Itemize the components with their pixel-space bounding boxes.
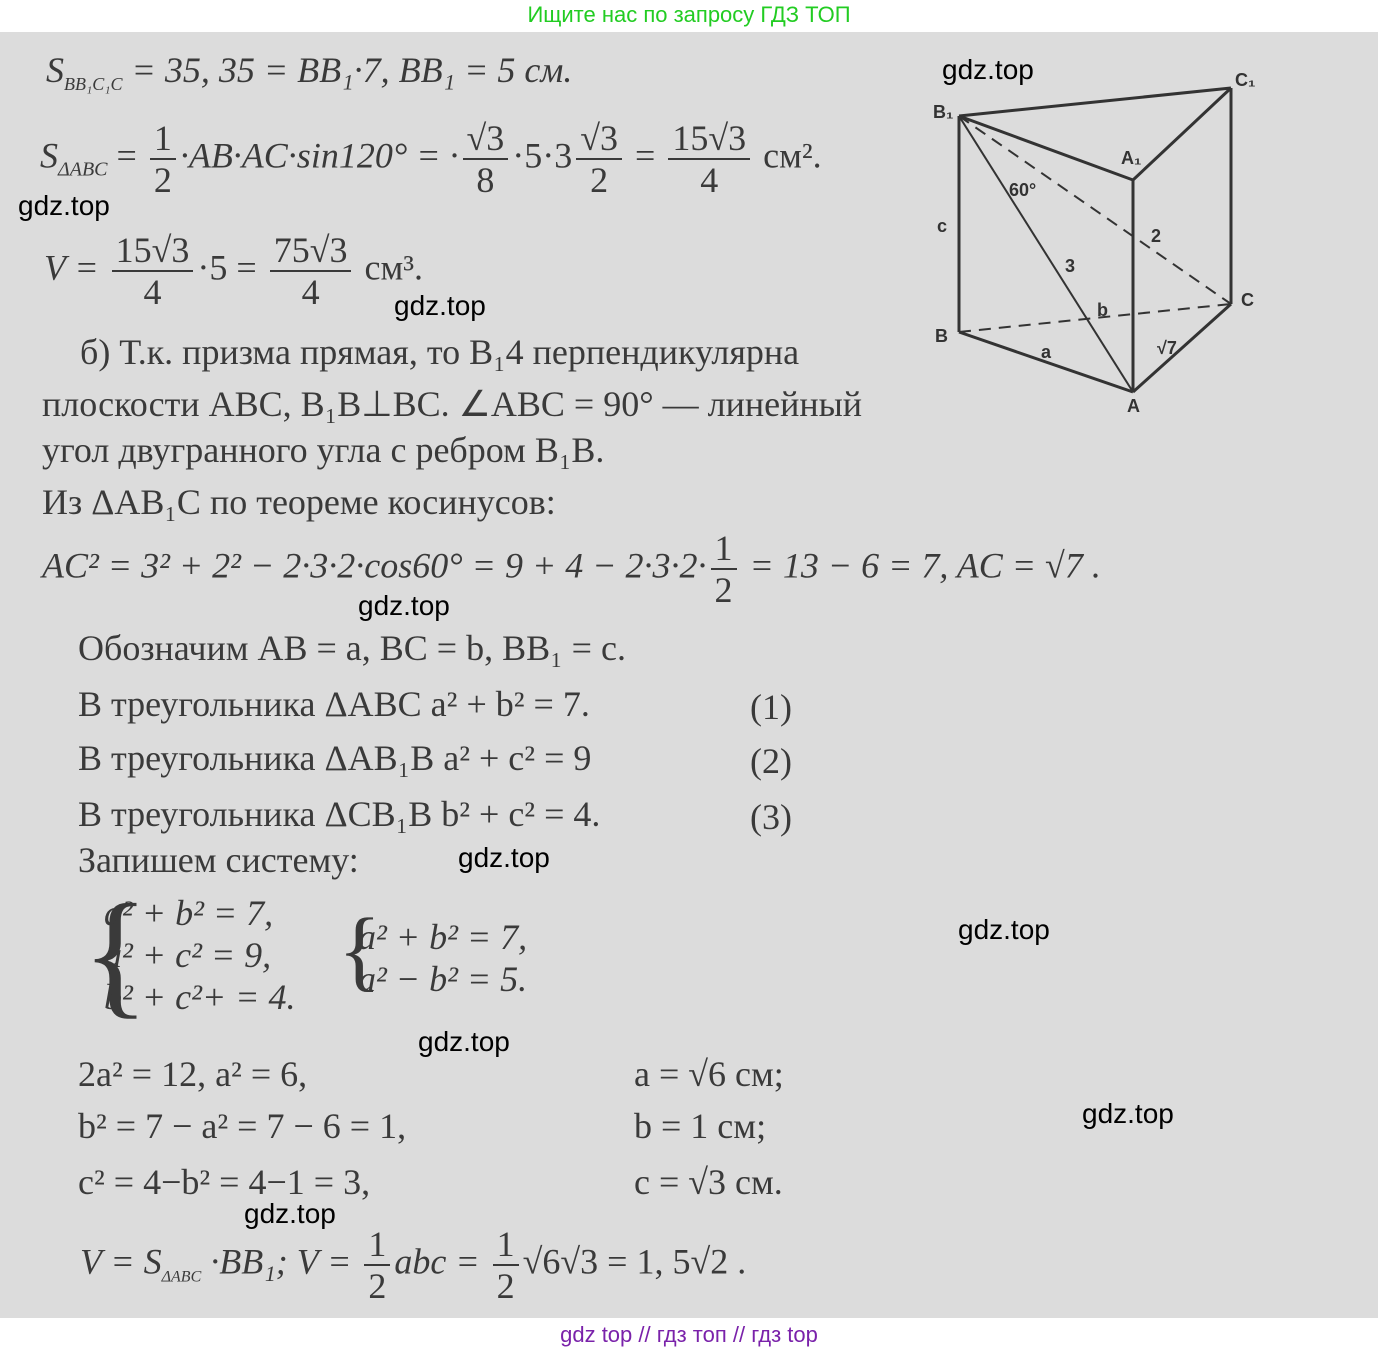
watermark: gdz.top <box>358 590 450 621</box>
label-b: b <box>1097 300 1108 320</box>
expression: ·AB·AC·sin120° = · <box>179 135 459 176</box>
expression: ·BB₁; V = <box>201 1241 361 1282</box>
fraction <box>112 232 194 310</box>
numerator: √3 <box>463 120 509 160</box>
label-3: 3 <box>1065 256 1076 276</box>
numerator: 15√3 <box>668 120 750 160</box>
fraction <box>463 120 509 198</box>
unit: см². <box>754 135 822 176</box>
label-c: c <box>937 216 948 236</box>
fraction <box>364 1226 390 1304</box>
expression: AC² = 3² + 2² − 2·3·2·cos60° = 9 + 4 − 2·3·2· <box>42 545 707 586</box>
denominator: 2 <box>590 160 609 200</box>
watermark: gdz.top <box>958 914 1050 945</box>
s-subscript: BB₁C₁C <box>64 74 123 95</box>
numerator: 1 <box>711 530 737 570</box>
top-banner: Ищите нас по запросу ГДЗ ТОП <box>527 2 851 27</box>
fraction <box>150 120 176 198</box>
system-equation: a² + b² = 7, <box>104 893 274 933</box>
numerator: 1 <box>150 120 176 160</box>
denominator: 2 <box>496 1266 515 1306</box>
equation-number: (1) <box>750 687 792 727</box>
equation-number: (2) <box>750 741 792 781</box>
numerator: 1 <box>493 1226 519 1266</box>
fraction <box>576 120 622 198</box>
result-line: b² = 7 − a² = 7 − 6 = 1, <box>78 1106 407 1146</box>
watermark: gdz.top <box>244 1198 336 1229</box>
equation-line: В треугольника ΔCB₁B b² + c² = 4. <box>78 794 601 834</box>
paragraph-line: б) Т.к. призма прямая, то B₁4 перпендикулярна <box>80 332 800 372</box>
numerator: 15√3 <box>112 232 194 272</box>
edge-A1-C1 <box>1133 88 1231 180</box>
watermark: gdz.top <box>418 1026 510 1057</box>
denominator: 4 <box>301 272 320 312</box>
equation-line: В треугольника ΔABC a² + b² = 7. <box>78 684 590 724</box>
equation-line: В треугольника ΔAB₁B a² + c² = 9 <box>78 738 592 778</box>
s-symbol: S <box>46 50 64 90</box>
edge-B1-A1 <box>959 116 1133 180</box>
expression: abc = <box>394 1241 489 1282</box>
hidden-diag-B1-C <box>959 116 1231 304</box>
paragraph-line: угол двугранного угла с ребром B₁B. <box>42 430 605 470</box>
denominator: 4 <box>143 272 162 312</box>
final-volume-line <box>80 1226 746 1304</box>
label-B: B <box>935 326 948 346</box>
expression: ·5 = <box>197 247 266 288</box>
result-line: 2a² = 12, a² = 6, <box>78 1054 308 1094</box>
system-equation: b² + c²+ = 4. <box>104 977 296 1017</box>
edge-B-A <box>959 332 1133 392</box>
numerator: 75√3 <box>270 232 352 272</box>
denominator: 2 <box>714 570 733 610</box>
watermark: gdz.top <box>394 290 486 321</box>
watermark: gdz.top <box>942 54 1034 85</box>
system-equation: a² − b² = 5. <box>358 959 528 999</box>
paragraph-line: Из ΔAB₁C по теореме косинусов: <box>42 482 556 522</box>
label-a: a <box>1041 342 1052 362</box>
prism-figure <box>925 60 1265 430</box>
v-equals: V = S <box>80 1241 162 1282</box>
equals: = <box>626 135 665 176</box>
volume-line <box>44 232 423 310</box>
label-A: A <box>1127 396 1140 416</box>
cosine-law-line <box>42 530 1101 608</box>
s-subscript: ΔABC <box>161 1268 202 1286</box>
result-value: c = √3 см. <box>634 1162 783 1202</box>
area-lateral-face-line <box>46 52 572 93</box>
equals: = <box>107 135 146 176</box>
system-equation: a² + c² = 9, <box>104 935 272 975</box>
expression: ·5·3 <box>512 135 573 176</box>
s-symbol: S <box>40 135 58 176</box>
hidden-edge-B-C <box>959 304 1231 332</box>
label-C1: C₁ <box>1235 70 1256 90</box>
label-A1: A₁ <box>1121 148 1142 168</box>
system-brace: { <box>82 876 150 1031</box>
edge-B1-C1 <box>959 88 1231 116</box>
label-B1: B₁ <box>933 102 954 122</box>
numerator: 1 <box>364 1226 390 1266</box>
v-equals: V = <box>44 247 108 288</box>
paragraph-line: Запишем систему: <box>78 840 359 880</box>
denominator: 2 <box>368 1266 387 1306</box>
denominator: 4 <box>700 160 719 200</box>
equation-number: (3) <box>750 797 792 837</box>
edge-A-C <box>1133 304 1231 392</box>
label-C: C <box>1241 290 1254 310</box>
fraction <box>668 120 750 198</box>
s-subscript: ΔABC <box>58 158 108 181</box>
result-value: a = √6 см; <box>634 1054 784 1094</box>
expression: = 13 − 6 = 7, AC = √7 . <box>740 545 1101 586</box>
unit: см³. <box>355 247 424 288</box>
system-brace: { <box>338 901 382 1000</box>
watermark: gdz.top <box>458 842 550 873</box>
numerator: √3 <box>576 120 622 160</box>
fraction <box>711 530 737 608</box>
result-line: c² = 4−b² = 4−1 = 3, <box>78 1162 371 1202</box>
watermark: gdz.top <box>18 190 110 221</box>
label-sqrt7: √7 <box>1157 338 1177 358</box>
base-area-line <box>40 120 822 198</box>
label-angle-60: 60° <box>1009 180 1037 200</box>
bottom-banner: gdz top // гдз топ // гдз top <box>560 1322 818 1347</box>
denominator: 8 <box>476 160 495 200</box>
area-equation: = 35, 35 = BB₁·7, BB₁ = 5 см. <box>122 50 573 90</box>
result-value: b = 1 см; <box>634 1106 767 1146</box>
watermark: gdz.top <box>1082 1098 1174 1129</box>
paragraph-line: Обозначим AB = a, BC = b, BB₁ = c. <box>78 628 626 668</box>
expression: √6√3 = 1, 5√2 . <box>522 1241 747 1282</box>
denominator: 2 <box>153 160 172 200</box>
label-2: 2 <box>1151 226 1162 246</box>
fraction <box>493 1226 519 1304</box>
system-equation: a² + b² = 7, <box>358 917 528 957</box>
paragraph-line: плоскости ABC, B₁B⊥BC. ∠ABC = 90° — линейный <box>42 384 863 424</box>
fraction <box>270 232 352 310</box>
